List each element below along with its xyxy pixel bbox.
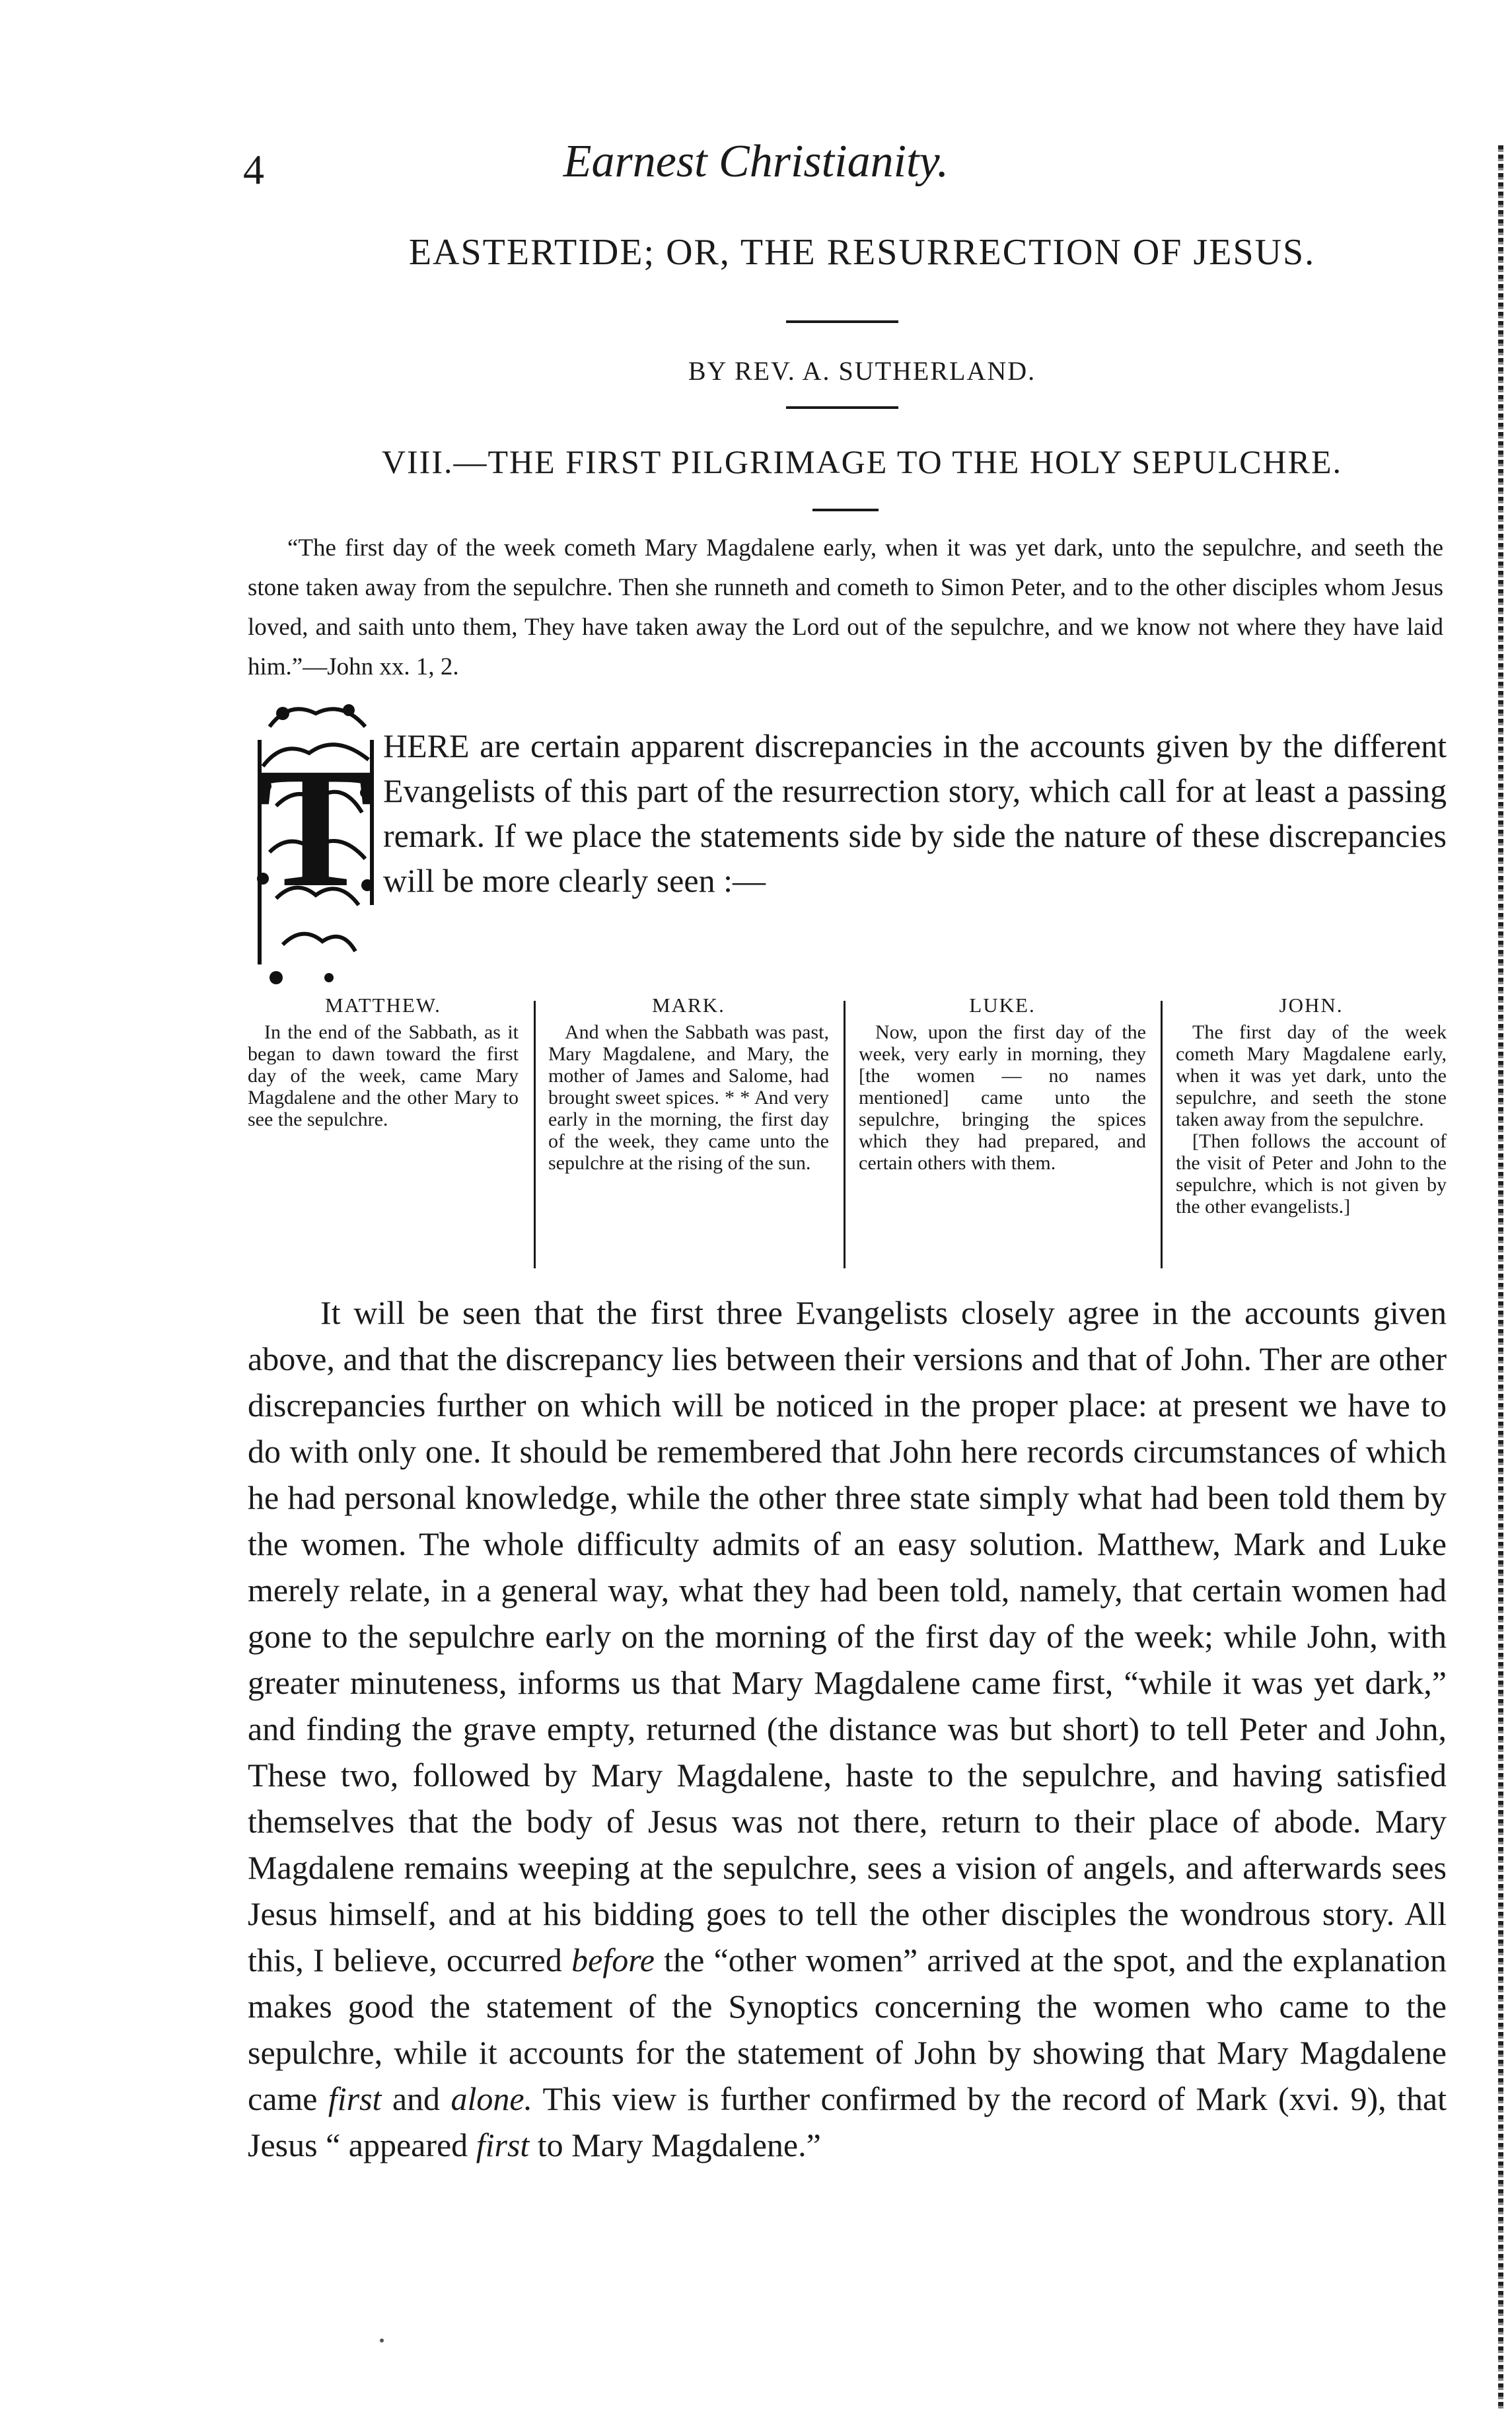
body-text-segment: and bbox=[392, 2080, 441, 2117]
running-title: Earnest Christianity. bbox=[563, 136, 949, 187]
body-paragraph bbox=[248, 1289, 1447, 2168]
page-edge-border bbox=[1498, 145, 1503, 2411]
column-heading: LUKE. bbox=[969, 994, 1036, 1017]
title-rule bbox=[786, 320, 898, 323]
column-note: [Then follows the account of the visit of Peter and John to the sepulchre, which is not given by the other evangelists.] bbox=[1176, 1130, 1447, 1217]
drop-cap bbox=[250, 687, 382, 991]
emphasis-first: first bbox=[476, 2126, 530, 2163]
gospel-column-john bbox=[1176, 994, 1447, 1217]
section-title: VIII.—THE FIRST PILGRIMAGE TO THE HOLY SEPULCHRE. bbox=[381, 443, 1343, 480]
emphasis-alone: alone. bbox=[450, 2080, 533, 2117]
column-text: And when the Sabbath was past, Mary Magdalene, and Mary, the mother of James and Salome, had brought sweet spices. * * And very early in the morning, the first day of the week, they came unto the sepulchre at the rising of the sun. bbox=[548, 1021, 829, 1174]
gospel-column-matthew bbox=[248, 994, 519, 1130]
intro-paragraph: HERE are certain apparent discrepancies in the accounts given by the different Evangelists of this part of the resurrection story, which call for at least a passing remark. If we place the statements side by side the nature of these discrepancies will be more clearly seen :— bbox=[383, 727, 1447, 899]
column-divider bbox=[844, 1001, 846, 1268]
gospel-comparison bbox=[248, 994, 1447, 1272]
column-text: Now, upon the first day of the week, very early in morning, they [the women — no names mentioned] came unto the sepulchre, bringing the spices which they had prepared, and certain others with them. bbox=[859, 1021, 1146, 1174]
drop-cap-letter: T bbox=[258, 733, 373, 923]
epigraph: “The first day of the week cometh Mary Magdalene early, when it was yet dark, unto the sepulchre, and seeth the stone taken away from the sepulchre. Then she runneth and cometh to Simon Peter, and to the other disciples whom Jesus loved, and saith unto them, They have taken away the Lord out of the sepulchre, and we know not where they have laid him.”—John xx. 1, 2. bbox=[248, 534, 1443, 680]
column-divider bbox=[1161, 1001, 1163, 1268]
gospel-column-luke bbox=[859, 994, 1146, 1174]
column-text: The first day of the week cometh Mary Magdalene early, when it was yet dark, unto the sepulchre, and seeth the stone taken away from the sepulchre. bbox=[1176, 1021, 1447, 1130]
stray-ink-mark bbox=[380, 2339, 384, 2342]
byline: BY REV. A. SUTHERLAND. bbox=[688, 356, 1036, 386]
column-heading: MATTHEW. bbox=[325, 994, 441, 1017]
column-divider bbox=[534, 1001, 536, 1268]
emphasis-before: before bbox=[571, 1941, 655, 1978]
gospel-column-mark bbox=[548, 994, 829, 1174]
column-heading: MARK. bbox=[652, 994, 725, 1017]
body-text-segment: This view is further confirmed by the record of Mark (xvi. 9), that Jesus “ appeared bbox=[248, 2080, 1447, 2163]
article-title: EASTERTIDE; OR, THE RESURRECTION OF JESUS. bbox=[408, 232, 1316, 273]
section-rule bbox=[812, 509, 879, 511]
byline-rule bbox=[786, 406, 898, 409]
body-text-segment: to Mary Magdalene.” bbox=[537, 2126, 821, 2163]
page-number: 4 bbox=[243, 146, 264, 193]
body-text-segment: the “other women” arrived at the spot, and the explanation makes good the statement of the Synoptics concerning the women who came to the sepulchre, while it accounts for the statement of John by showing that Mary Magdalene came bbox=[248, 1941, 1447, 2117]
emphasis-first: first bbox=[328, 2080, 382, 2117]
body-text-segment: It will be seen that the first three Evangelists closely agree in the accounts given above, and that the discrepancy lies between their versions and that of John. Ther are other discrepancies further on which will be noticed in the proper place: at present we have to do with only one. It should be remembered that John here records circumstances of which he had personal knowledge, while the other three state simply what had been told them by the women. The whole difficulty admits of an easy solution. Matthew, Mark and Luke merely relate, in a general way, what they had been told, namely, that certain women had gone to the sepulchre early on the morning of the first day of the week; while John, with greater minuteness, informs us that Mary Magdalene came first, “while it was yet dark,” and finding the grave empty, returned (the distance was but short) to tell Peter and John, These two, followed by Mary Magdalene, haste to the sepulchre, and having satisfied themselves that the body of Jesus was not there, return to their place of abode. Mary Magdalene remains weeping at the sepulchre, sees a vision of angels, and afterwards sees Jesus himself, and at his bidding goes to tell the other disciples the wondrous story. All this, I believe, occurred bbox=[248, 1294, 1447, 1978]
ornamental-drop-cap-icon bbox=[250, 687, 382, 991]
column-text: In the end of the Sabbath, as it began to dawn toward the first day of the week, came Mary Magdalene and the other Mary to see the sepulchre. bbox=[248, 1021, 519, 1130]
column-heading: JOHN. bbox=[1279, 994, 1344, 1017]
